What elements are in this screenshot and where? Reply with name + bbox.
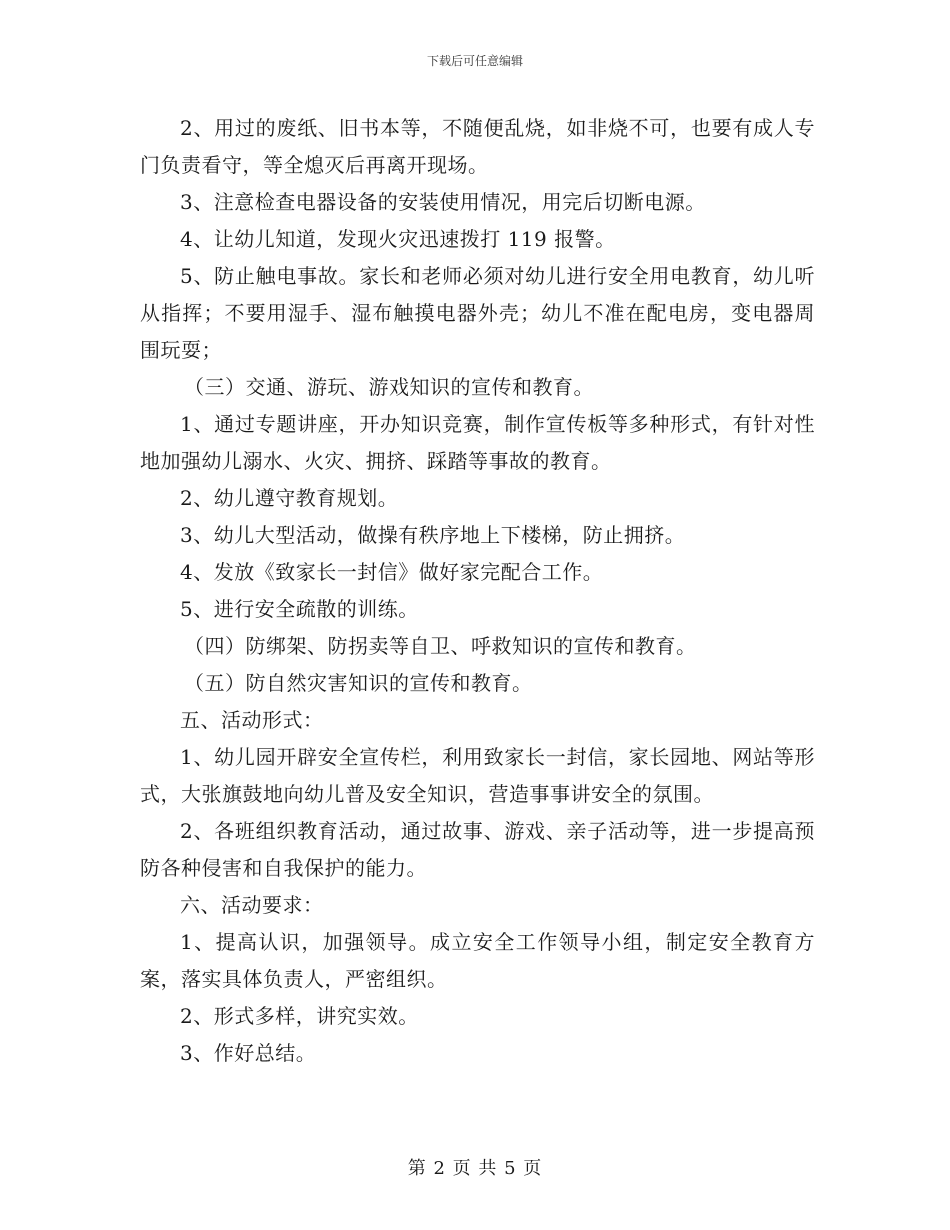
paragraph: 3、幼儿大型活动，做操有秩序地上下楼梯，防止拥挤。	[180, 523, 686, 547]
page-number: 第 2 页 共 5 页	[407, 1158, 543, 1179]
paragraph: 4、发放《致家长一封信》做好家完配合工作。	[180, 560, 604, 584]
paragraph: 1、通过专题讲座，开办知识竞赛，制作宣传板等多种形式，有针对性地加强幼儿溺水、火灾、拥挤、踩踏等事故的教育。	[140, 412, 815, 473]
paragraph: 2、形式多样，讲究实效。	[180, 1004, 419, 1028]
paragraph: 3、注意检查电器设备的安装使用情况，用完后切断电源。	[180, 190, 706, 214]
page-header: 下载后可任意编辑	[426, 54, 523, 68]
section-heading: （四）防绑架、防拐卖等自卫、呼救知识的宣传和教育。	[184, 634, 697, 658]
paragraph: 4、让幼儿知道，发现火灾迅速拨打 119 报警。	[180, 227, 616, 251]
section-heading: （三）交通、游玩、游戏知识的宣传和教育。	[184, 375, 594, 399]
paragraph: 2、幼儿遵守教育规划。	[180, 486, 399, 510]
paragraph: 2、用过的废纸、旧书本等，不随便乱烧，如非烧不可，也要有成人专门负责看守，等全熄灭后再离开现场。	[140, 116, 815, 177]
section-heading: （五）防自然灾害知识的宣传和教育。	[184, 671, 533, 695]
paragraph: 1、幼儿园开辟安全宣传栏，利用致家长一封信，家长园地、网站等形式，大张旗鼓地向幼儿普及安全知识，营造事事讲安全的氛围。	[140, 745, 815, 806]
paragraph: 5、进行安全疏散的训练。	[180, 597, 419, 621]
paragraph: 5、防止触电事故。家长和老师必须对幼儿进行安全用电教育，幼儿听从指挥；不要用湿手、湿布触摸电器外壳；幼儿不准在配电房，变电器周围玩耍；	[140, 264, 815, 362]
paragraph: 1、提高认识，加强领导。成立安全工作领导小组，制定安全教育方案，落实具体负责人，严密组织。	[140, 930, 815, 991]
document-body	[140, 110, 815, 1072]
section-heading: 五、活动形式：	[180, 708, 324, 732]
paragraph: 2、各班组织教育活动，通过故事、游戏、亲子活动等，进一步提高预防各种侵害和自我保护的能力。	[140, 819, 815, 880]
paragraph: 3、作好总结。	[180, 1041, 317, 1065]
section-heading: 六、活动要求：	[180, 893, 324, 917]
